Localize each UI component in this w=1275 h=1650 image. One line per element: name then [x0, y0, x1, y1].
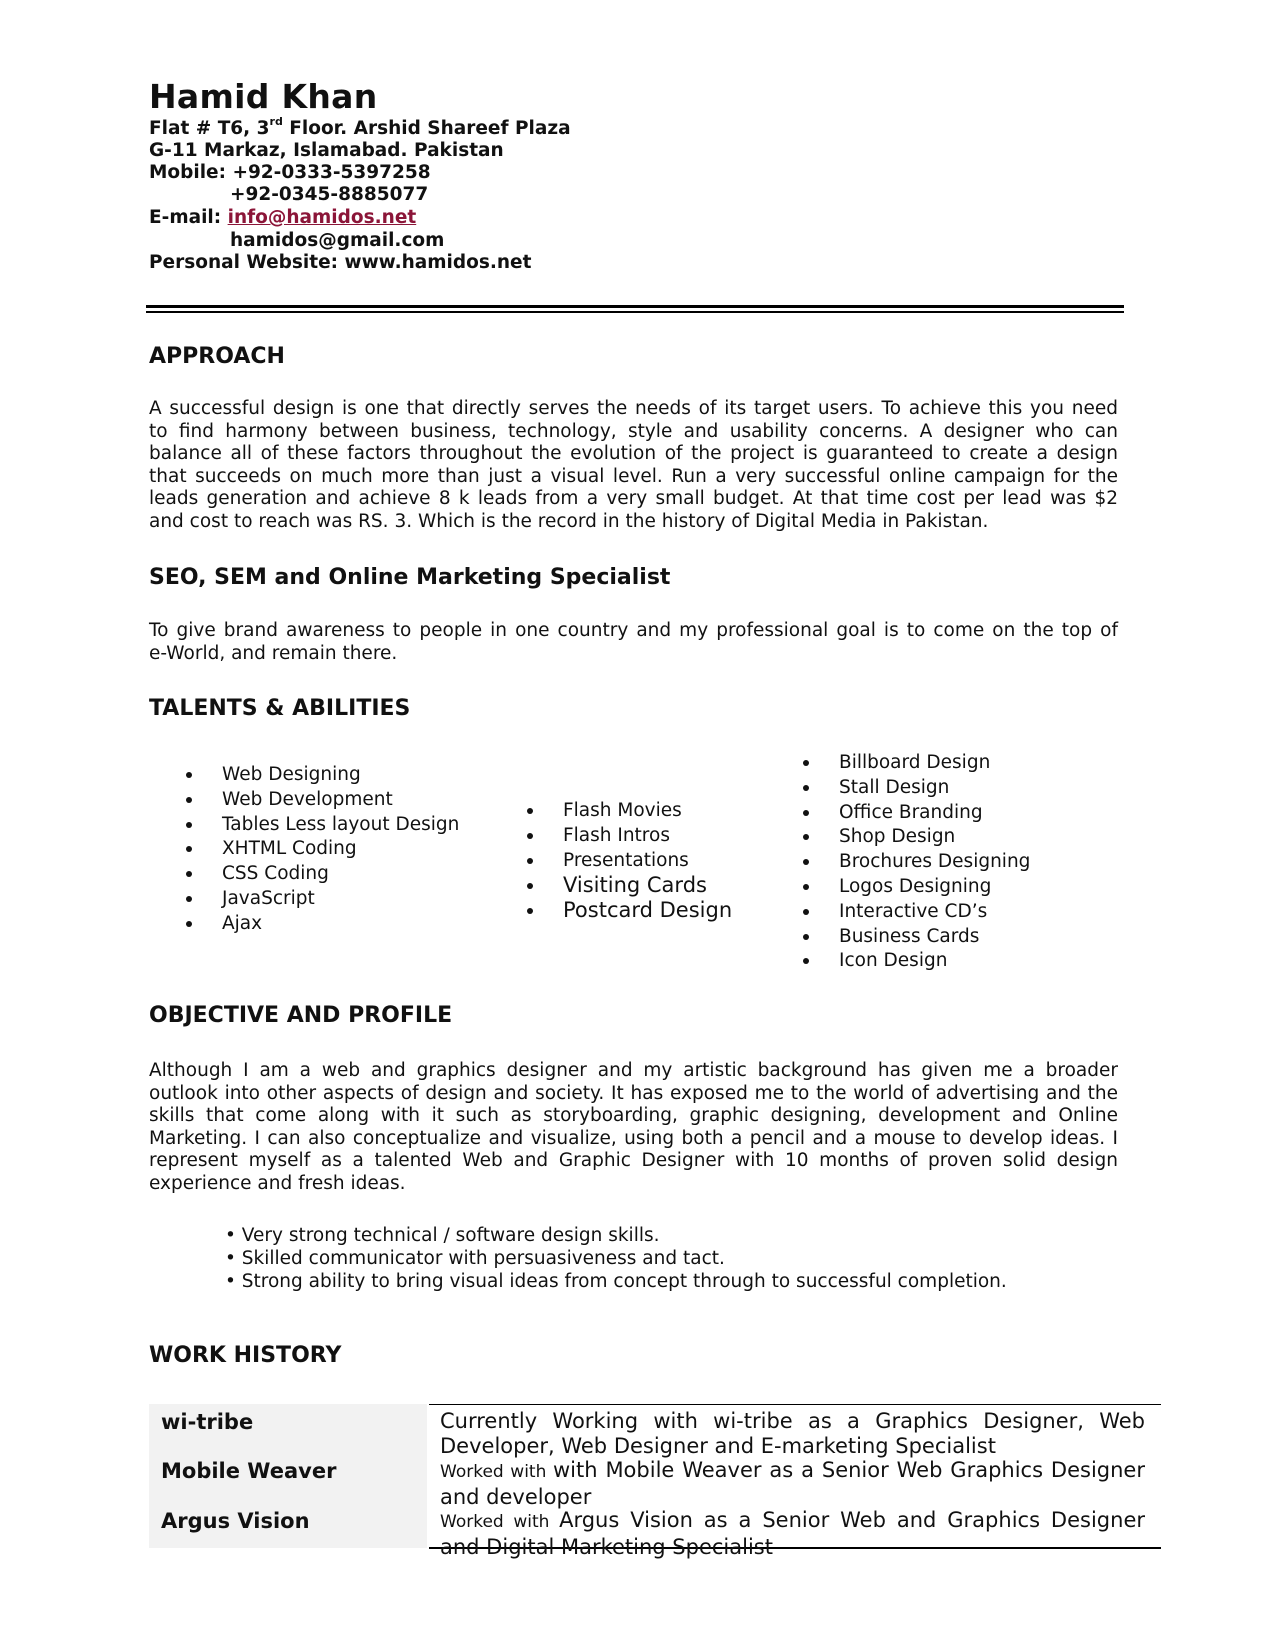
list-item-text: Postcard Design [563, 898, 733, 923]
list-item-text: XHTML Coding [222, 838, 357, 860]
approach-line: leads generation and achieve 8 k leads from a very small budget. At that time cost per lead was $2 [149, 488, 1118, 510]
list-item [803, 925, 1030, 950]
bullet-icon [527, 858, 533, 864]
work-line [440, 1458, 1145, 1485]
list-item-text: Logos Designing [839, 875, 992, 897]
talents-column-3 [803, 751, 1030, 974]
list-item-text: Ajax [222, 912, 263, 934]
approach-line: that succeeds on much more than just a visual level. Run a very successful online campaign for the [149, 465, 1118, 487]
approach-line: balance all of these factors throughout the evolution of the project is guaranteed to create a design [149, 443, 1118, 465]
list-item-text: CSS Coding [222, 863, 329, 885]
header-divider-thin [146, 311, 1124, 313]
list-item-text: Brochures Designing [839, 851, 1031, 873]
list-item [186, 837, 459, 862]
bullet-icon [803, 834, 809, 840]
table-top-rule [429, 1404, 1161, 1405]
list-item [527, 799, 732, 824]
bullet-icon [803, 859, 809, 865]
email-label: E-mail: [149, 207, 228, 228]
bullet-icon [803, 958, 809, 964]
list-item [527, 849, 732, 874]
list-item [186, 763, 459, 788]
approach-heading: APPROACH [149, 344, 285, 369]
bullet-icon [186, 772, 192, 778]
list-item [186, 813, 459, 838]
list-item-text: Stall Design [839, 776, 950, 798]
work-line: and Digital Marketing Specialist [440, 1534, 773, 1559]
approach-line: A successful design is one that directly serves the needs of its target users. To achieve this you need [149, 398, 1118, 419]
objective-bullets [225, 1225, 1007, 1293]
seo-line: e-World, and remain there. [149, 642, 398, 664]
bullet-icon [186, 822, 192, 828]
objective-line: represent myself as a talented Web and Graphic Designer with 10 months of proven solid design [149, 1150, 1118, 1172]
objective-bullet: • Very strong technical / software design skills. [225, 1225, 660, 1246]
bullet-icon [527, 883, 533, 889]
list-item-text: Presentations [563, 849, 689, 871]
objective-line: Although I am a web and graphics designer and my artistic background has given me a broader [149, 1060, 1118, 1081]
bullet-icon [803, 909, 809, 915]
work-history-heading: WORK HISTORY [149, 1343, 342, 1368]
list-item-text: Visiting Cards [563, 873, 707, 898]
bullet-icon [803, 934, 809, 940]
seo-heading: SEO, SEM and Online Marketing Specialist [149, 565, 671, 590]
objective-bullet: • Strong ability to bring visual ideas from concept through to successful completion. [225, 1270, 1007, 1292]
seo-line: To give brand awareness to people in one country and my professional goal is to come on the top of [149, 620, 1118, 641]
mobile-line [149, 162, 431, 184]
work-line [440, 1508, 1145, 1535]
approach-paragraph [149, 398, 1118, 534]
bullet-icon [186, 896, 192, 902]
list-item-text: Flash Movies [563, 800, 682, 821]
bullet-icon [186, 797, 192, 803]
work-description [440, 1508, 1145, 1559]
bullet-icon [186, 871, 192, 877]
bullet-icon [527, 833, 533, 839]
list-item-text: Web Designing [222, 764, 361, 785]
list-item-text: Icon Design [839, 950, 948, 972]
bullet-icon [803, 785, 809, 791]
address-line-2: G-11 Markaz, Islamabad. Pakistan [149, 140, 504, 161]
bullet-icon [186, 846, 192, 852]
work-history-table [149, 1404, 1161, 1559]
list-item-text: Office Branding [839, 801, 983, 823]
list-item-text: Tables Less layout Design [222, 813, 460, 835]
list-item-text: Billboard Design [839, 752, 991, 773]
header-divider-thick [146, 305, 1124, 308]
list-item [527, 824, 732, 849]
talents-column-1 [186, 763, 459, 937]
list-item [803, 949, 1030, 974]
list-item [527, 873, 732, 898]
list-item [803, 776, 1030, 801]
list-item [803, 900, 1030, 925]
list-item-text: Interactive CD’s [839, 900, 988, 922]
objective-line: skills that come along with it such as storyboarding, graphic designing, development and Online [149, 1105, 1118, 1127]
list-item [527, 898, 732, 923]
objective-line: experience and fresh ideas. [149, 1172, 406, 1194]
mobile-number-1: +92-0333-5397258 [232, 162, 431, 183]
list-item [186, 862, 459, 887]
company-name: Mobile Weaver [161, 1459, 337, 1483]
email-line [149, 207, 416, 229]
address-line-1-text: Flat # T6, 3 [149, 118, 270, 139]
list-item [803, 875, 1030, 900]
work-line-text: with Mobile Weaver as a Senior Web Graphics Designer [553, 1458, 1145, 1482]
list-item-text: Web Development [222, 788, 393, 810]
resume-name: Hamid Khan [149, 77, 378, 116]
list-item-text: Flash Intros [563, 824, 670, 846]
personal-website: Personal Website: www.hamidos.net [149, 252, 532, 273]
objective-heading: OBJECTIVE AND PROFILE [149, 1003, 453, 1028]
list-item [186, 887, 459, 912]
mobile-label: Mobile: [149, 162, 233, 183]
objective-paragraph [149, 1060, 1118, 1196]
talents-heading: TALENTS & ABILITIES [149, 696, 411, 721]
list-item-text: Business Cards [839, 925, 980, 947]
work-line-text: Argus Vision as a Senior Web and Graphics Designer [559, 1508, 1145, 1532]
bullet-icon [186, 921, 192, 927]
work-prefix: Worked with [440, 1512, 560, 1532]
objective-line: outlook into other aspects of design and society. It has exposed me to the world of advertising and the [149, 1082, 1118, 1104]
bullet-icon [803, 884, 809, 890]
mobile-number-2: +92-0345-8885077 [230, 184, 429, 205]
work-description [440, 1409, 1145, 1458]
list-item [803, 850, 1030, 875]
work-line: Currently Working with wi-tribe as a Graphics Designer, Web [440, 1409, 1145, 1433]
work-prefix: Worked with [440, 1462, 553, 1482]
list-item-text: JavaScript [222, 887, 315, 909]
email-link[interactable]: info@hamidos.net [227, 207, 417, 228]
company-name: wi-tribe [161, 1410, 254, 1434]
address-line-1-rest: Floor. Arshid Shareef Plaza [282, 118, 571, 139]
bullet-icon [527, 808, 533, 814]
list-item [186, 788, 459, 813]
list-item [803, 751, 1030, 776]
list-item-text: Shop Design [839, 826, 956, 848]
work-line: and developer [440, 1484, 592, 1509]
objective-line: Marketing. I can also conceptualize and visualize, using both a pencil and a mouse to develop ideas. I [149, 1127, 1118, 1149]
bullet-icon [803, 810, 809, 816]
ordinal-suffix: rd [269, 115, 283, 128]
seo-paragraph [149, 620, 1118, 665]
bullet-icon [527, 908, 533, 914]
approach-line: and cost to reach was RS. 3. Which is the record in the history of Digital Media in Pakistan. [149, 510, 989, 532]
list-item [803, 825, 1030, 850]
work-line: Developer, Web Designer and E-marketing Specialist [440, 1433, 996, 1458]
email-2: hamidos@gmail.com [230, 230, 445, 251]
objective-bullet: • Skilled communicator with persuasiveness and tact. [225, 1247, 725, 1269]
address-line-1 [149, 115, 571, 140]
company-name: Argus Vision [161, 1509, 310, 1533]
approach-line: to find harmony between business, technology, style and usability concerns. A designer who can [149, 420, 1118, 442]
work-description [440, 1458, 1145, 1509]
talents-column-2 [527, 799, 732, 923]
list-item [803, 801, 1030, 826]
bullet-icon [803, 760, 809, 766]
list-item [186, 912, 459, 937]
